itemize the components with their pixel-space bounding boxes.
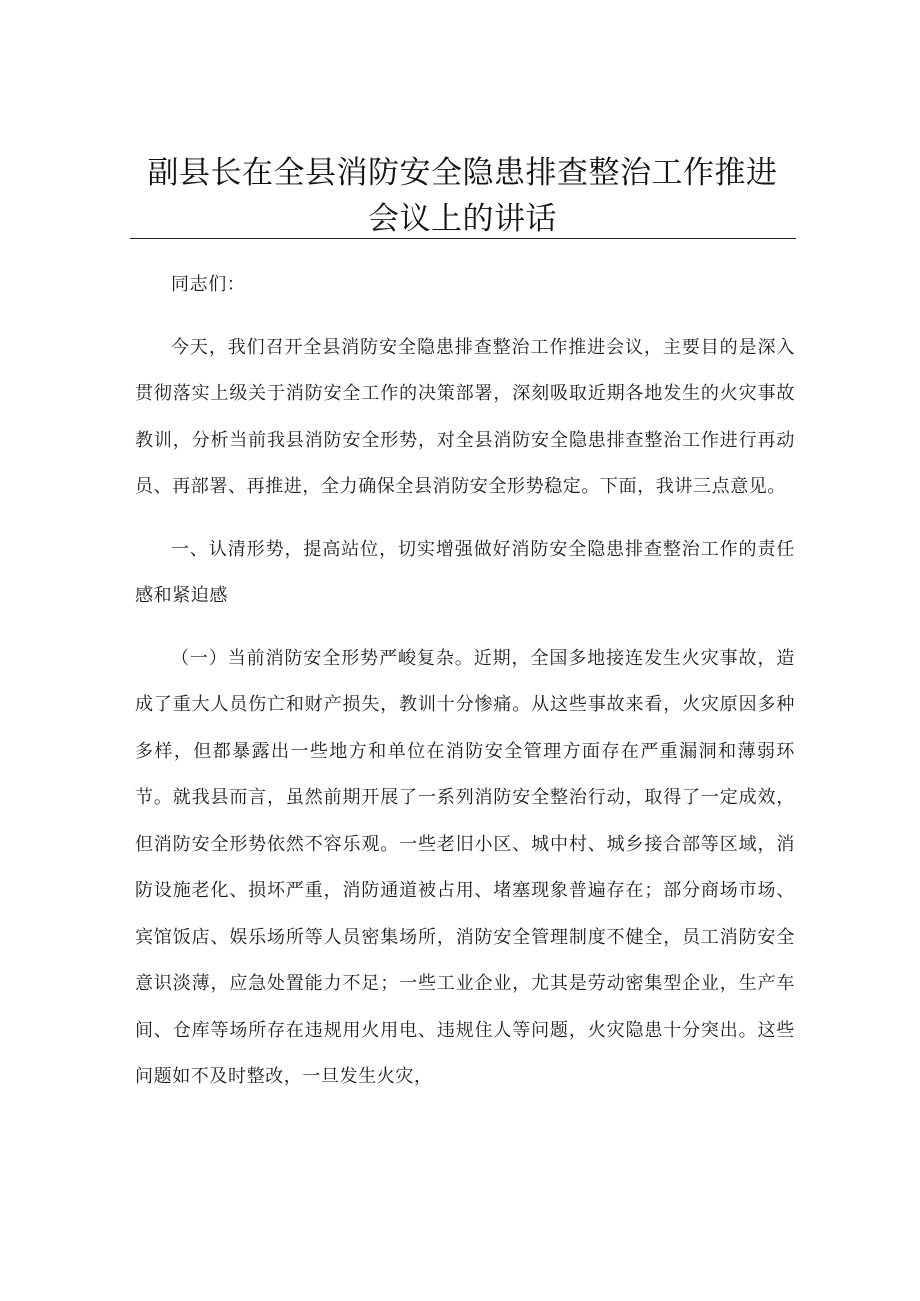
document-body (135, 262, 795, 1101)
title-line-1: 副县长在全县消防安全隐患排查整治工作推进 (147, 155, 778, 191)
title-underline (130, 238, 796, 239)
paragraph-subsection-1: （一）当前消防安全形势严峻复杂。近期，全国多地接连发生火灾事故，造成了重大人员伤亡和财产损失，教训十分惨痛。从这些事故来看，火灾原因多种多样，但都暴露出一些地方和单位在消防安全管理方面存在严重漏洞和薄弱环节。就我县而言，虽然前期开展了一系列消防安全整治行动，取得了一定成效，但消防安全形势依然不容乐观。一些老旧小区、城中村、城乡接合部等区域，消防设施老化、损坏严重，消防通道被占用、堵塞现象普遍存在；部分商场市场、宾馆饭店、娱乐场所等人员密集场所，消防安全管理制度不健全，员工消防安全意识淡薄，应急处置能力不足；一些工业企业，尤其是劳动密集型企业，生产车间、仓库等场所存在违规用火用电、违规住人等问题，火灾隐患十分突出。这些问题如不及时整改，一旦发生火灾， (135, 647, 795, 1087)
section-heading-1: 一、认清形势，提高站位，切实增强做好消防安全隐患排查整治工作的责任感和紧迫感 (135, 538, 795, 606)
document-title (130, 150, 795, 242)
paragraph-intro: 今天，我们召开全县消防安全隐患排查整治工作推进会议，主要目的是深入贯彻落实上级关于消防安全工作的决策部署，深刻吸取近期各地发生的火灾事故教训，分析当前我县消防安全形势，对全县消防安全隐患排查整治工作进行再动员、再部署、再推进，全力确保全县消防安全形势稳定。下面，我讲三点意见。 (135, 336, 795, 497)
title-line-2: 会议上的讲话 (368, 201, 557, 237)
greeting: 同志们： (171, 274, 246, 295)
